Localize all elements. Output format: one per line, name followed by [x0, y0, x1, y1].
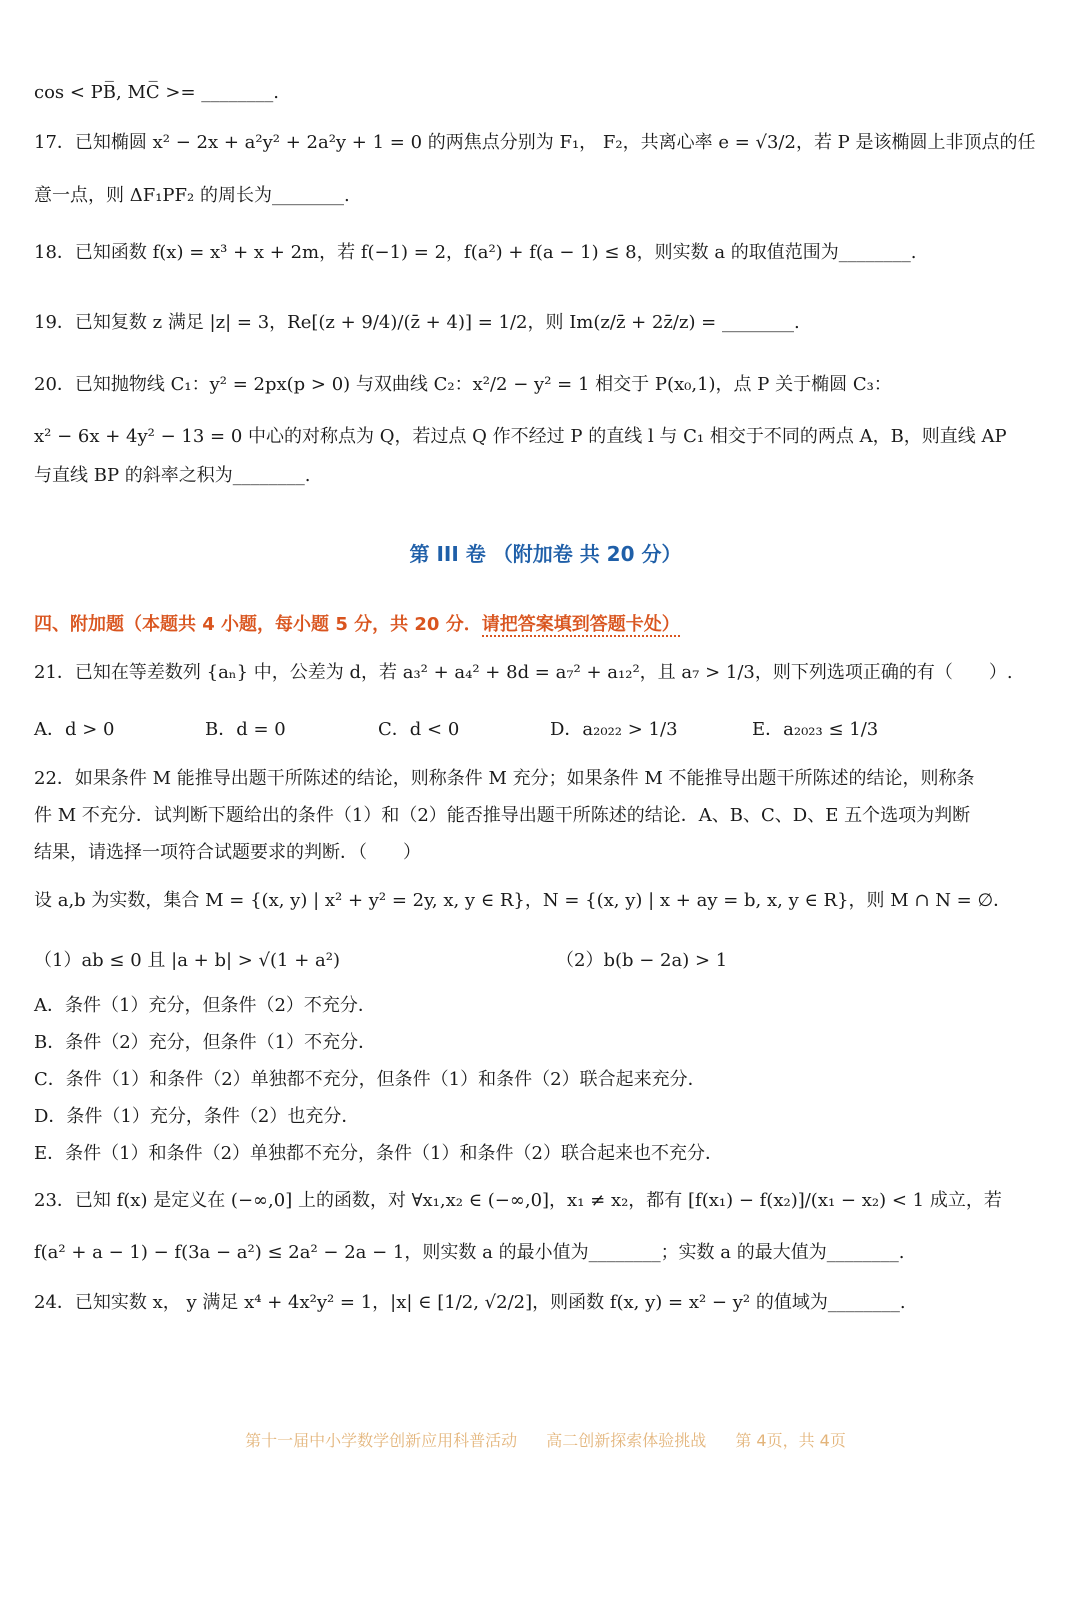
q22-option-d: D．条件（1）充分，条件（2）也充分． — [34, 1106, 360, 1127]
q22-condition-1: （1）ab ≤ 0 且 |a + b| > √(1 + a²) — [34, 950, 340, 971]
q16-tail: cos < PB̅, MC̅ >= ________. — [34, 82, 279, 103]
part-4-heading-emphasis: 请把答案填到答题卡处） — [481, 614, 680, 635]
q22-option-c: C．条件（1）和条件（2）单独都不充分，但条件（1）和条件（2）联合起来充分． — [34, 1069, 706, 1090]
q20-line1: 20．已知抛物线 C₁：y² = 2px(p > 0) 与双曲线 C₂：x²/2 − y² = 1 相交于 P(x₀,1)，点 P 关于椭圆 C₃： — [34, 374, 892, 395]
q19: 19．已知复数 z 满足 |z| = 3，Re[(z + 9/4)/(z̄ + 4)] = 1/2，则 Im(z/z̄ + 2z̄/z) = ________. — [34, 312, 800, 333]
q22-option-b: B．条件（2）充分，但条件（1）不充分． — [34, 1032, 377, 1053]
q22-line3: 结果，请选择一项符合试题要求的判断．（ ） — [34, 842, 421, 863]
q21-option-d: D．a₂₀₂₂ > 1/3 — [550, 719, 678, 740]
page-footer — [0, 1428, 1091, 1451]
q21-stem: 21．已知在等差数列 {aₙ} 中，公差为 d，若 a₃² + a₄² + 8d = a₇² + a₁₂²，且 a₇ > 1/3，则下列选项正确的有（ ）. — [34, 662, 1013, 683]
q22-line2: 件 M 不充分．试判断下题给出的条件（1）和（2）能否推导出题干所陈述的结论．A、B、C、D、E 五个选项为判断 — [34, 805, 971, 826]
q21-option-b: B．d = 0 — [205, 719, 286, 740]
q21-option-c: C．d < 0 — [378, 719, 460, 740]
q24: 24．已知实数 x， y 满足 x⁴ + 4x²y² = 1，|x| ∈ [1/2, √2/2]，则函数 f(x, y) = x² − y² 的值域为________. — [34, 1292, 906, 1313]
part-4-heading — [34, 610, 680, 636]
footer-page-number: 第 4页，共 4页 — [735, 1431, 846, 1450]
q17-line2: 意一点，则 ΔF₁PF₂ 的周长为________. — [34, 185, 350, 206]
q18: 18．已知函数 f(x) = x³ + x + 2m，若 f(−1) = 2，f(a²) + f(a − 1) ≤ 8，则实数 a 的取值范围为________. — [34, 242, 917, 263]
q22-premise: 设 a,b 为实数，集合 M = {(x, y) | x² + y² = 2y, x, y ∈ R}，N = {(x, y) | x + ay = b, x, y ∈ R}，则 M ∩ N = ∅． — [34, 890, 1012, 911]
q20-line3: 与直线 BP 的斜率之积为________. — [34, 465, 311, 486]
footer-paper: 高二创新探索体验挑战 — [546, 1431, 707, 1450]
q20-line2: x² − 6x + 4y² − 13 = 0 中心的对称点为 Q，若过点 Q 作不经过 P 的直线 l 与 C₁ 相交于不同的两点 A，B，则直线 AP — [34, 426, 1007, 447]
q17-line1: 17．已知椭圆 x² − 2x + a²y² + 2a²y + 1 = 0 的两焦点分别为 F₁， F₂，共离心率 e = √3/2，若 P 是该椭圆上非顶点的任 — [34, 132, 1036, 153]
q23-line1: 23．已知 f(x) 是定义在 (−∞,0] 上的函数，对 ∀x₁,x₂ ∈ (−∞,0]，x₁ ≠ x₂，都有 [f(x₁) − f(x₂)]/(x₁ − x₂) < 1 成立，若 — [34, 1190, 1002, 1211]
q23-line2: f(a² + a − 1) − f(3a − a²) ≤ 2a² − 2a − 1，则实数 a 的最小值为________；实数 a 的最大值为________. — [34, 1242, 905, 1263]
q22-option-e: E．条件（1）和条件（2）单独都不充分，条件（1）和条件（2）联合起来也不充分． — [34, 1143, 723, 1164]
q22-condition-2: （2）b(b − 2a) > 1 — [556, 950, 728, 971]
q21-option-e: E．a₂₀₂₃ ≤ 1/3 — [752, 719, 879, 740]
q22-line1: 22．如果条件 M 能推导出题干所陈述的结论，则称条件 M 充分；如果条件 M 不能推导出题干所陈述的结论，则称条 — [34, 768, 975, 789]
section-3-title: 第 III 卷 （附加卷 共 20 分） — [409, 542, 682, 566]
q22-option-a: A．条件（1）充分，但条件（2）不充分． — [34, 995, 376, 1016]
part-4-heading-prefix: 四、附加题（本题共 4 小题，每小题 5 分，共 20 分． — [34, 614, 482, 635]
q21-option-a: A．d > 0 — [34, 719, 115, 740]
footer-event: 第十一届中小学数学创新应用科普活动 — [245, 1431, 518, 1450]
